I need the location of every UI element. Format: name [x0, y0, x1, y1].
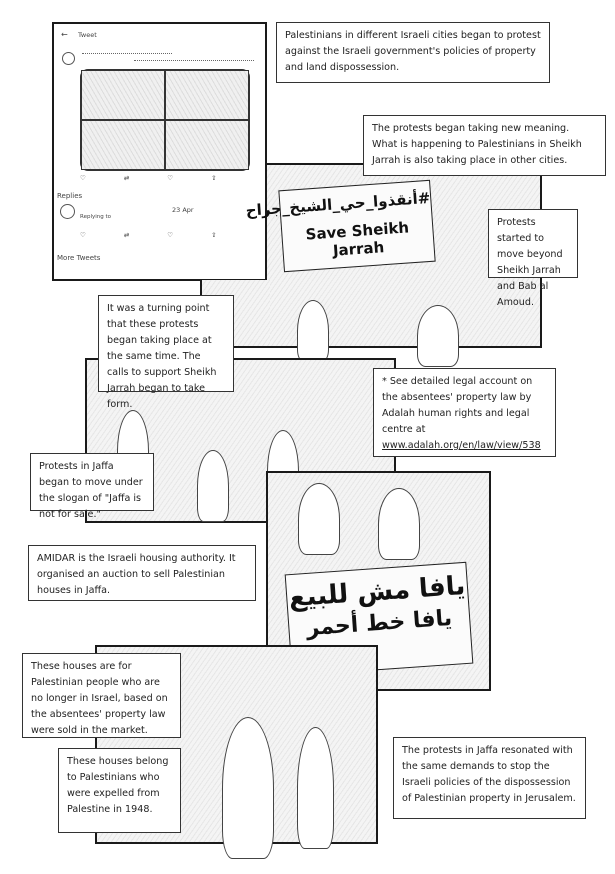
tweet-text-lines	[134, 60, 254, 61]
caption-new-meaning: The protests began taking new meaning. What is happening to Palestinians in Sheikh Jarrah is also taking place in other cities.	[363, 115, 606, 176]
caption-beyond-sheikh-jarrah: Protests started to move beyond Sheikh Jarrah and Bab al Amoud.	[488, 209, 578, 278]
reply-time: 23 Apr	[172, 206, 194, 214]
protester-figure	[417, 305, 459, 367]
protester-figure	[297, 727, 334, 849]
tweet-panel	[52, 22, 267, 281]
caption-jaffa-slogan: Protests in Jaffa began to move under the slogan of "Jaffa is not for sale."	[30, 453, 154, 511]
banner-arabic-2: يافا خط أحمر	[305, 605, 453, 642]
protester-figure	[197, 450, 229, 522]
protester-figure	[298, 483, 340, 555]
replies-label: Replies	[57, 192, 83, 200]
tweet-image-grid	[80, 69, 250, 171]
tweet-header: Tweet	[78, 31, 97, 39]
caption-jaffa-resonated: The protests in Jaffa resonated with the same demands to stop the Israeli policies of the dispossession of Palestinian property in Jerusalem.	[393, 737, 586, 819]
protester-figure	[297, 300, 329, 362]
adalah-text: * See detailed legal account on the absentees' property law by Adalah human rights and legal centre at	[382, 376, 533, 435]
banner-arabic: يافا مش للبيع	[287, 570, 467, 614]
caption-adalah	[373, 368, 556, 457]
caption-amidar: AMIDAR is the Israeli housing authority. It organised an auction to sell Palestinian houses in Jaffa.	[28, 545, 256, 601]
more-tweets[interactable]: More Tweets	[57, 254, 101, 262]
woman-figure	[222, 717, 274, 859]
caption-houses-expelled: These houses belong to Palestinians who were expelled from Palestine in 1948.	[58, 748, 181, 833]
caption-turning-point: It was a turning point that these protests began taking place at the same time. The calls to support Sheikh Jarrah began to take form.	[98, 295, 234, 392]
caption-protests-cities: Palestinians in different Israeli cities began to protest against the Israeli government's policies of property and land dispossession.	[276, 22, 550, 83]
caption-houses-absentees: These houses are for Palestinian people who are no longer in Israel, based on the absentees' property law were sold in the market.	[22, 653, 181, 738]
tweet-text-lines	[82, 53, 172, 54]
replying-to: Replying to	[80, 214, 112, 220]
protester-figure	[378, 488, 420, 560]
adalah-link[interactable]: www.adalah.org/en/law/view/538	[382, 440, 541, 451]
banner-arabic: #أنقذوا_حي_الشيخ_جراح	[245, 188, 431, 220]
banner-english: Save Sheikh Jarrah	[305, 218, 410, 260]
reply-avatar	[60, 204, 75, 219]
reply-actions[interactable]: ♡⇄♡⇪	[80, 231, 255, 239]
protest-banner	[245, 180, 435, 272]
tweet-actions[interactable]: ♡⇄♡⇪	[80, 174, 255, 182]
avatar	[62, 52, 75, 65]
back-arrow-icon: ←	[61, 30, 68, 39]
